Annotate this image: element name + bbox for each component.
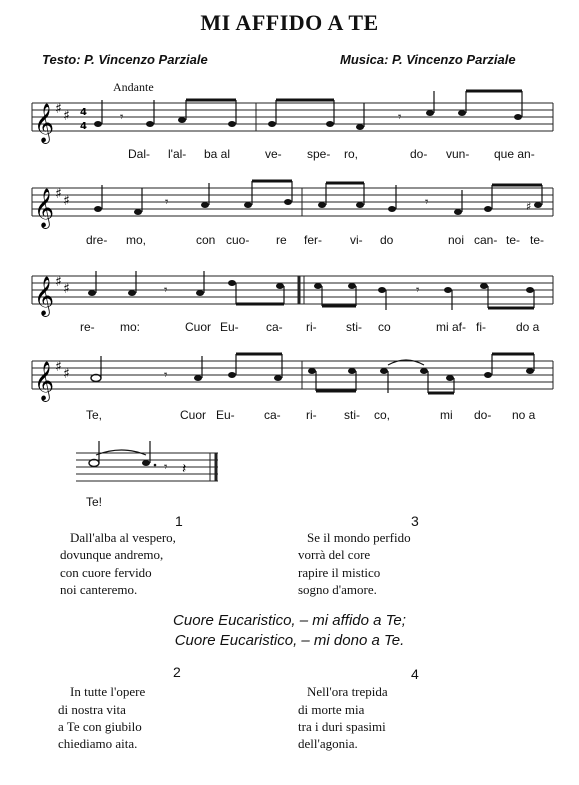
lyric-syllable: Eu- bbox=[216, 408, 235, 422]
lyric-syllable: vun- bbox=[446, 147, 470, 161]
svg-text:𝄞: 𝄞 bbox=[34, 361, 55, 401]
treble-clef-icon: 𝄞 bbox=[34, 103, 55, 143]
lyric-syllable: l'al- bbox=[168, 147, 187, 161]
lyric-syllable: que an- bbox=[494, 147, 535, 161]
lyric-syllable: do- bbox=[474, 408, 492, 422]
lyric-syllable: Cuor bbox=[180, 408, 207, 422]
verse-2-line: a Te con giubilo bbox=[58, 719, 142, 734]
verse-2-line: chiediamo aita. bbox=[58, 736, 138, 751]
verse-3-line: sogno d'amore. bbox=[298, 582, 377, 597]
svg-text:♯: ♯ bbox=[63, 281, 70, 297]
sharp-accidental-icon: ♯ bbox=[526, 200, 532, 213]
lyric-syllable: sti- bbox=[346, 320, 362, 334]
lyric-syllable: can- bbox=[474, 233, 498, 247]
lyric-syllable: ve- bbox=[265, 147, 282, 161]
verse-1-line: dovunque andremo, bbox=[60, 547, 164, 562]
svg-text:♯: ♯ bbox=[63, 108, 70, 124]
verse-number-2: 2 bbox=[173, 664, 181, 680]
verse-4-line: tra i duri spasimi bbox=[298, 719, 386, 734]
lyric-syllable: Te! bbox=[86, 495, 103, 509]
svg-text:𝄞: 𝄞 bbox=[34, 188, 55, 228]
lyric-syllable: cuo- bbox=[226, 233, 250, 247]
svg-text:𝄾: 𝄾 bbox=[164, 460, 168, 475]
lyric-syllable: noi bbox=[448, 233, 465, 247]
svg-text:♯: ♯ bbox=[55, 359, 62, 375]
lyric-syllable: fer- bbox=[304, 233, 322, 247]
svg-text:𝄞: 𝄞 bbox=[34, 276, 55, 316]
lyric-syllable: ri- bbox=[306, 320, 317, 334]
lyric-syllable: Cuor bbox=[185, 320, 212, 334]
verse-1-line: con cuore fervido bbox=[60, 565, 152, 580]
lyric-syllable: ba al bbox=[204, 147, 231, 161]
lyric-syllable: ri- bbox=[306, 408, 317, 422]
verse-1-line: Dall'alba al vespero, bbox=[70, 530, 176, 545]
verse-3-line: rapire il mistico bbox=[298, 565, 381, 580]
time-signature: 4 bbox=[80, 107, 87, 118]
lyric-syllable: no a bbox=[512, 408, 536, 422]
svg-text:♯: ♯ bbox=[55, 186, 62, 202]
verse-4-line: Nell'ora trepida bbox=[307, 684, 388, 699]
lyric-syllable: Te, bbox=[86, 408, 103, 422]
verse-number-1: 1 bbox=[175, 513, 183, 529]
music-staff-2 bbox=[0, 180, 579, 230]
refrain-line-1: Cuore Eucaristico, – mi affido a Te; bbox=[173, 612, 406, 629]
rest-icon: 𝄾 bbox=[120, 110, 124, 125]
lyric-syllable: ca- bbox=[266, 320, 283, 334]
verse-number-4: 4 bbox=[411, 666, 419, 682]
verse-4-line: di morte mia bbox=[298, 702, 365, 717]
svg-text:𝄾: 𝄾 bbox=[164, 368, 168, 383]
svg-text:𝄾: 𝄾 bbox=[164, 283, 168, 298]
lyric-syllable: te- bbox=[506, 233, 521, 247]
music-staff-3 bbox=[0, 268, 579, 318]
verse-3-line: Se il mondo perfido bbox=[307, 530, 411, 545]
verse-4-line: dell'agonia. bbox=[298, 736, 358, 751]
lyric-syllable: mo, bbox=[126, 233, 147, 247]
lyric-syllable: mo: bbox=[120, 320, 141, 334]
lyric-syllable: Dal- bbox=[128, 147, 151, 161]
svg-text:♯: ♯ bbox=[63, 366, 70, 382]
lyric-syllable: dre- bbox=[86, 233, 108, 247]
lyric-syllable: re bbox=[276, 233, 287, 247]
lyric-syllable: do bbox=[380, 233, 394, 247]
key-signature-icon: ♯ bbox=[55, 101, 62, 117]
quarter-rest-icon: 𝄽 bbox=[182, 461, 187, 477]
lyric-syllable: spe- bbox=[307, 147, 331, 161]
svg-text:♯: ♯ bbox=[55, 274, 62, 290]
refrain-line-2: Cuore Eucaristico, – mi dono a Te. bbox=[174, 632, 405, 649]
lyric-syllable: ro, bbox=[344, 147, 359, 161]
verse-2-line: In tutte l'opere bbox=[70, 684, 146, 699]
verse-1-line: noi canteremo. bbox=[60, 582, 138, 597]
svg-text:𝄾: 𝄾 bbox=[398, 110, 402, 125]
svg-text:𝄾: 𝄾 bbox=[425, 195, 429, 210]
lyric-syllable: te- bbox=[530, 233, 545, 247]
lyric-syllable: re- bbox=[80, 320, 95, 334]
lyric-syllable: sti- bbox=[344, 408, 360, 422]
lyric-syllable: do a bbox=[516, 320, 540, 334]
lyric-syllable: mi bbox=[440, 408, 453, 422]
tempo-marking: Andante bbox=[113, 80, 154, 94]
lyricist-credit: Testo: P. Vincenzo Parziale bbox=[42, 52, 208, 67]
svg-text:𝄾: 𝄾 bbox=[165, 195, 169, 210]
lyric-syllable: co bbox=[378, 320, 391, 334]
music-staff-4 bbox=[0, 353, 579, 403]
svg-text:𝄾: 𝄾 bbox=[416, 283, 420, 298]
svg-text:♯: ♯ bbox=[63, 193, 70, 209]
composer-credit: Musica: P. Vincenzo Parziale bbox=[340, 52, 516, 67]
svg-text:4: 4 bbox=[80, 121, 87, 132]
lyric-syllable: con bbox=[196, 233, 216, 247]
lyric-syllable: vi- bbox=[350, 233, 363, 247]
music-staff-5 bbox=[0, 445, 579, 495]
lyric-syllable: do- bbox=[410, 147, 428, 161]
lyric-syllable: co, bbox=[374, 408, 391, 422]
verse-number-3: 3 bbox=[411, 513, 419, 529]
lyric-syllable: mi af- bbox=[436, 320, 466, 334]
song-title: MI AFFIDO A TE bbox=[200, 10, 379, 35]
verse-2-line: di nostra vita bbox=[58, 702, 126, 717]
lyric-syllable: Eu- bbox=[220, 320, 239, 334]
lyric-syllable: ca- bbox=[264, 408, 281, 422]
lyric-syllable: fi- bbox=[476, 320, 486, 334]
music-staff-1 bbox=[0, 95, 579, 145]
verse-3-line: vorrà del core bbox=[298, 547, 371, 562]
